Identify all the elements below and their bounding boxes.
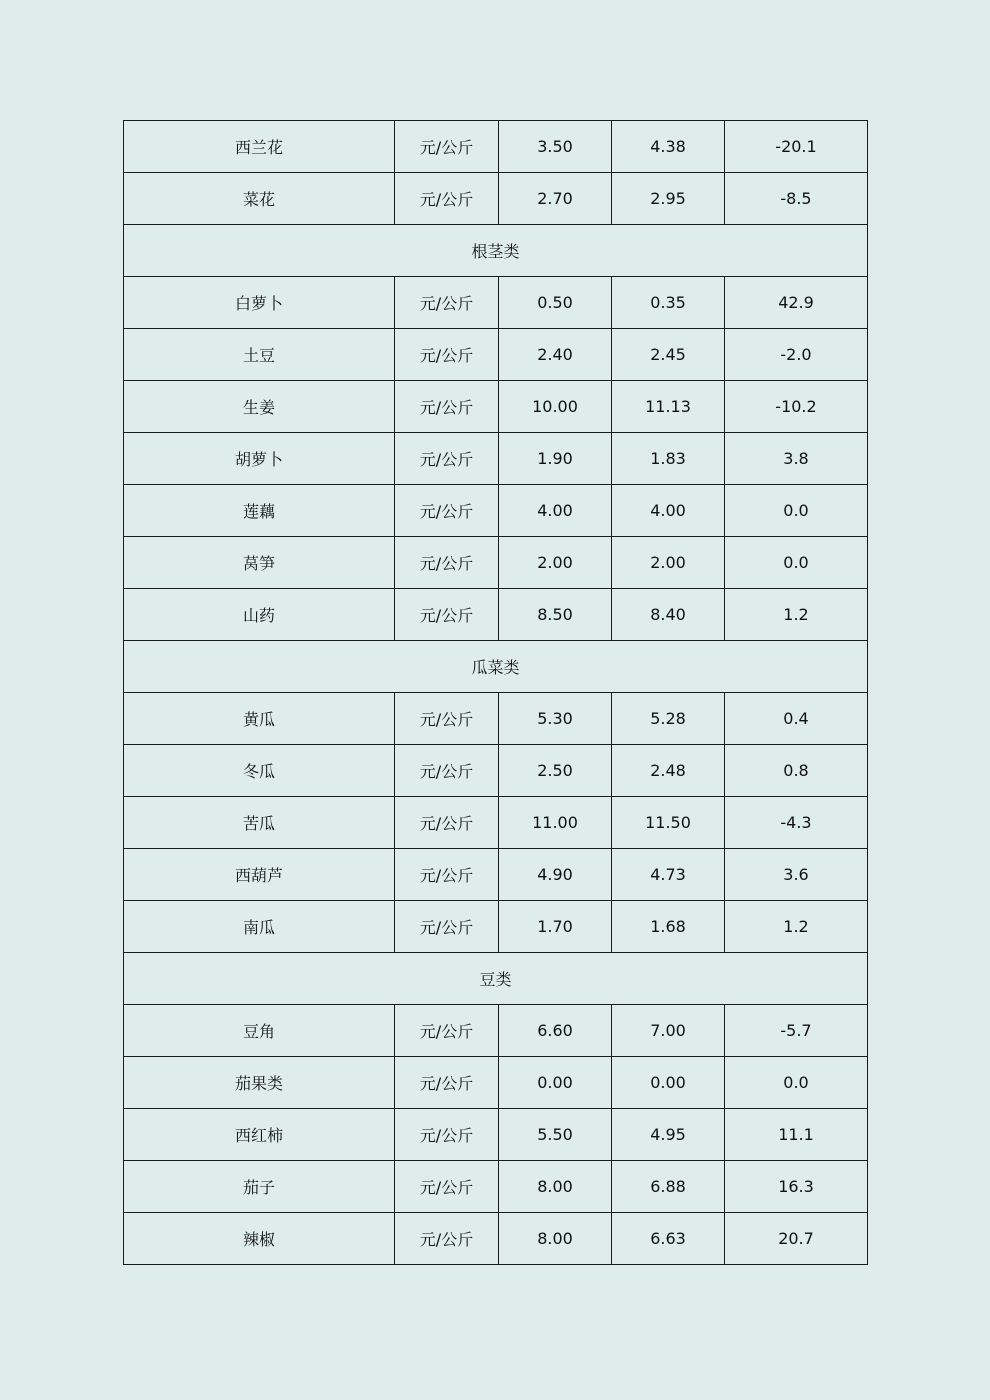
current-price-cell: 5.50 [499,1109,612,1161]
current-price-cell: 4.90 [499,849,612,901]
unit-cell: 元/公斤 [395,1161,499,1213]
current-price-cell: 8.00 [499,1161,612,1213]
unit-cell: 元/公斤 [395,277,499,329]
table-row [124,849,868,901]
change-percent-cell: 1.2 [725,901,868,953]
current-price-cell: 5.30 [499,693,612,745]
previous-price-cell: 0.35 [612,277,725,329]
table-row [124,433,868,485]
item-name-cell: 西葫芦 [124,849,395,901]
table-row [124,121,868,173]
item-name-cell: 茄果类 [124,1057,395,1109]
previous-price-cell: 4.95 [612,1109,725,1161]
previous-price-cell: 11.13 [612,381,725,433]
previous-price-cell: 6.63 [612,1213,725,1265]
table-row [124,589,868,641]
unit-cell: 元/公斤 [395,381,499,433]
current-price-cell: 6.60 [499,1005,612,1057]
previous-price-cell: 1.83 [612,433,725,485]
item-name-cell: 土豆 [124,329,395,381]
previous-price-cell: 1.68 [612,901,725,953]
change-percent-cell: -10.2 [725,381,868,433]
item-name-cell: 南瓜 [124,901,395,953]
table-row [124,745,868,797]
table-row [124,797,868,849]
previous-price-cell: 4.00 [612,485,725,537]
current-price-cell: 1.90 [499,433,612,485]
current-price-cell: 11.00 [499,797,612,849]
previous-price-cell: 2.00 [612,537,725,589]
unit-cell: 元/公斤 [395,797,499,849]
change-percent-cell: 0.4 [725,693,868,745]
unit-cell: 元/公斤 [395,745,499,797]
item-name-cell: 菜花 [124,173,395,225]
table-row [124,173,868,225]
table-row [124,1161,868,1213]
unit-cell: 元/公斤 [395,121,499,173]
previous-price-cell: 2.48 [612,745,725,797]
change-percent-cell: 20.7 [725,1213,868,1265]
current-price-cell: 2.50 [499,745,612,797]
item-name-cell: 西红柿 [124,1109,395,1161]
category-label: 豆类 [124,953,868,1005]
change-percent-cell: -5.7 [725,1005,868,1057]
table-row [124,537,868,589]
item-name-cell: 白萝卜 [124,277,395,329]
table-row [124,901,868,953]
unit-cell: 元/公斤 [395,433,499,485]
previous-price-cell: 8.40 [612,589,725,641]
change-percent-cell: 0.0 [725,537,868,589]
table-row [124,693,868,745]
table-row [124,1005,868,1057]
category-row [124,641,868,693]
change-percent-cell: -2.0 [725,329,868,381]
previous-price-cell: 5.28 [612,693,725,745]
previous-price-cell: 4.73 [612,849,725,901]
unit-cell: 元/公斤 [395,589,499,641]
item-name-cell: 冬瓜 [124,745,395,797]
previous-price-cell: 2.45 [612,329,725,381]
change-percent-cell: 0.0 [725,485,868,537]
item-name-cell: 莴笋 [124,537,395,589]
category-row [124,225,868,277]
change-percent-cell: 11.1 [725,1109,868,1161]
table-row [124,1109,868,1161]
unit-cell: 元/公斤 [395,1005,499,1057]
unit-cell: 元/公斤 [395,901,499,953]
change-percent-cell: 0.8 [725,745,868,797]
previous-price-cell: 0.00 [612,1057,725,1109]
previous-price-cell: 4.38 [612,121,725,173]
previous-price-cell: 6.88 [612,1161,725,1213]
current-price-cell: 8.00 [499,1213,612,1265]
unit-cell: 元/公斤 [395,1109,499,1161]
table-body [124,121,868,1265]
unit-cell: 元/公斤 [395,693,499,745]
category-row [124,953,868,1005]
change-percent-cell: 3.6 [725,849,868,901]
current-price-cell: 2.70 [499,173,612,225]
item-name-cell: 辣椒 [124,1213,395,1265]
item-name-cell: 西兰花 [124,121,395,173]
unit-cell: 元/公斤 [395,329,499,381]
change-percent-cell: -4.3 [725,797,868,849]
item-name-cell: 豆角 [124,1005,395,1057]
unit-cell: 元/公斤 [395,1213,499,1265]
table-row [124,277,868,329]
category-label: 根茎类 [124,225,868,277]
vegetable-price-table [123,120,868,1265]
change-percent-cell: 42.9 [725,277,868,329]
current-price-cell: 2.00 [499,537,612,589]
current-price-cell: 4.00 [499,485,612,537]
table-row [124,329,868,381]
previous-price-cell: 7.00 [612,1005,725,1057]
current-price-cell: 3.50 [499,121,612,173]
item-name-cell: 茄子 [124,1161,395,1213]
current-price-cell: 8.50 [499,589,612,641]
table-row [124,1057,868,1109]
change-percent-cell: 16.3 [725,1161,868,1213]
unit-cell: 元/公斤 [395,1057,499,1109]
item-name-cell: 黄瓜 [124,693,395,745]
current-price-cell: 10.00 [499,381,612,433]
change-percent-cell: -20.1 [725,121,868,173]
item-name-cell: 莲藕 [124,485,395,537]
table-row [124,1213,868,1265]
change-percent-cell: 3.8 [725,433,868,485]
item-name-cell: 苦瓜 [124,797,395,849]
previous-price-cell: 2.95 [612,173,725,225]
current-price-cell: 1.70 [499,901,612,953]
unit-cell: 元/公斤 [395,849,499,901]
unit-cell: 元/公斤 [395,537,499,589]
current-price-cell: 0.50 [499,277,612,329]
unit-cell: 元/公斤 [395,173,499,225]
category-label: 瓜菜类 [124,641,868,693]
current-price-cell: 2.40 [499,329,612,381]
change-percent-cell: 0.0 [725,1057,868,1109]
item-name-cell: 山药 [124,589,395,641]
item-name-cell: 生姜 [124,381,395,433]
change-percent-cell: 1.2 [725,589,868,641]
unit-cell: 元/公斤 [395,485,499,537]
change-percent-cell: -8.5 [725,173,868,225]
table-row [124,381,868,433]
current-price-cell: 0.00 [499,1057,612,1109]
table-row [124,485,868,537]
item-name-cell: 胡萝卜 [124,433,395,485]
previous-price-cell: 11.50 [612,797,725,849]
